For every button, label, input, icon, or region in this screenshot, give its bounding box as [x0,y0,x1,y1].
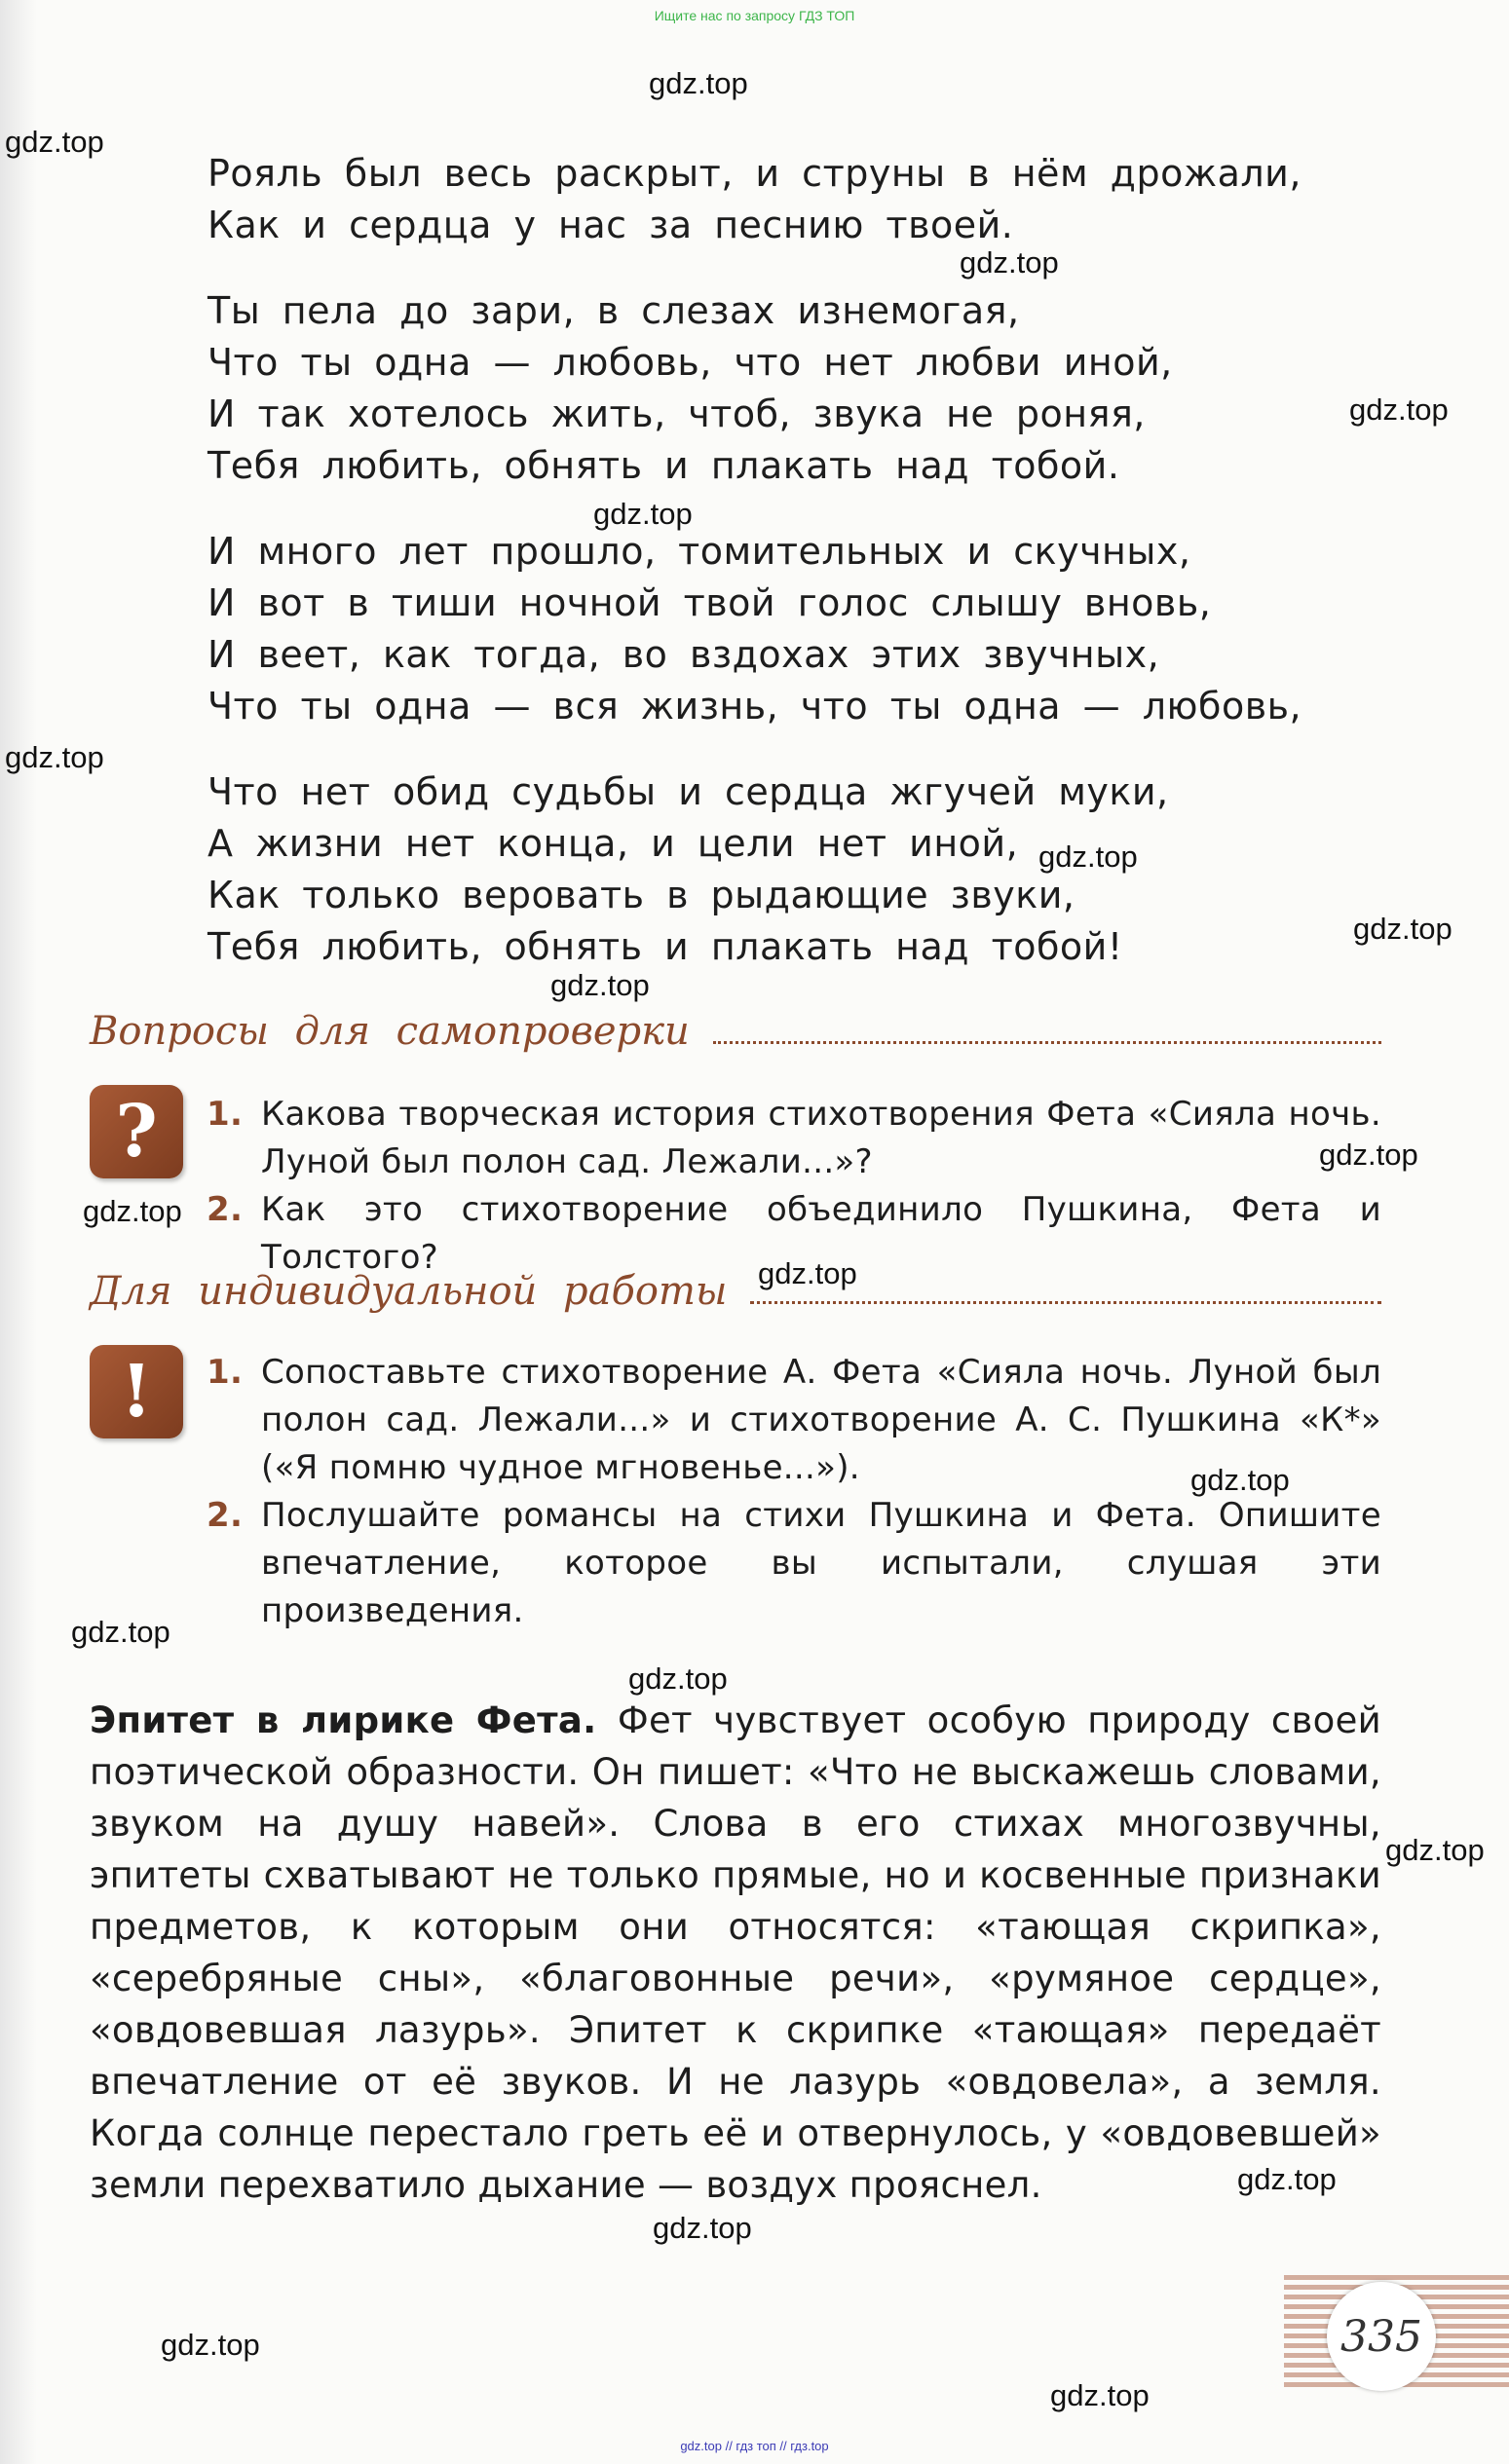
dotted-rule [713,1041,1381,1044]
watermark: gdz.top [960,245,1059,280]
watermark: gdz.top [1385,1833,1485,1867]
list-item [207,1091,1381,1186]
poem-stanza [207,148,1377,251]
poem-line: И вот в тиши ночной твой голос слышу вновь, [207,581,1212,624]
watermark: gdz.top [628,1661,728,1696]
essay-heading: Эпитет в лирике Фета. [90,1699,597,1741]
item-text: Сопоставьте стихотворение А. Фета «Сияла ночь. Луной был полон сад. Лежали...» и стихотворение А. С. Пушкина «К*» («Я помню чудное мгновенье...»). [261,1353,1381,1487]
poem-line: Рояль был весь раскрыт, и струны в нём дрожали, [207,152,1302,195]
poem-line: Что нет обид судьбы и сердца жгучей муки, [207,770,1169,813]
watermark: gdz.top [161,2328,260,2362]
poem-line: И веет, как тогда, во вздохах этих звучных, [207,633,1160,676]
poem-line: Тебя любить, обнять и плакать над тобой! [207,925,1123,968]
poem-line: И так хотелось жить, чтоб, звука не роняя, [207,392,1146,435]
watermark: gdz.top [649,66,748,100]
item-number: 1. [207,1353,244,1392]
question-list [207,1091,1381,1282]
watermark: gdz.top [758,1256,857,1290]
self-check-title: Вопросы для самопроверки [90,1009,690,1054]
task-list [207,1349,1381,1635]
essay-text: Фет чувствует особую природу своей поэтической образности. Он пишет: «Что не выскажешь словами, звуком на душу навей». Слова в его стихах многозвучны, эпитеты схватывают не только прямые, но и косвенные признаки предметов, к которым они относятся: «тающая скрипка», «серебряные сны», «благовонные речи», «румяное сердце», «овдовевшая лазурь». Эпитет к скрипке «тающая» передаёт впечатление от её звуков. И не лазурь «овдовела», а земля. Когда солнце перестало греть её и отвернулось, у «овдовевшей» земли перехватило дыхание — воздух прояснел. [90,1699,1381,2206]
poem-stanza [207,285,1377,492]
poem-line: Что ты одна — любовь, что нет любви иной, [207,341,1173,384]
poem-line: А жизни нет конца, и цели нет иной, [207,822,1019,865]
page-shadow [0,0,37,2464]
item-number: 2. [207,1190,244,1229]
poem-line: Как только веровать в рыдающие звуки, [207,874,1075,916]
poem-line: Тебя любить, обнять и плакать над тобой. [207,444,1120,487]
poem-stanza [207,766,1377,973]
top-note: Ищите нас по запросу ГДЗ ТОП [654,8,855,23]
watermark: gdz.top [593,497,693,531]
watermark: gdz.top [653,2211,752,2245]
poem-line: Что ты одна — вся жизнь, что ты одна — любовь, [207,685,1302,728]
poem [207,148,1377,1007]
watermark: gdz.top [1349,392,1449,427]
poem-stanza [207,526,1377,732]
poem-line: Как и сердца у нас за песнию твоей. [207,204,1014,246]
watermark: gdz.top [1038,840,1138,874]
watermark: gdz.top [1237,2162,1337,2196]
page-number: 335 [1327,2282,1436,2391]
bottom-note: gdz.top // гдз топ // гдз.top [680,2439,829,2453]
exclamation-icon: ! [90,1345,183,1438]
individual-section [90,1269,1381,1630]
poem-line: Ты пела до зари, в слезах изнемогая, [207,289,1020,332]
watermark: gdz.top [1050,2378,1150,2412]
essay-paragraph [90,1695,1381,2211]
item-text: Послушайте романсы на стихи Пушкина и Фета. Опишите впечатление, которое вы испытали, слушая эти произведения. [261,1496,1381,1630]
section-title [90,1269,1381,1314]
watermark: gdz.top [550,968,650,1002]
watermark: gdz.top [1353,912,1452,946]
watermark: gdz.top [1190,1463,1290,1497]
watermark: gdz.top [5,740,104,774]
individual-title: Для индивидуальной работы [90,1269,728,1314]
list-item [207,1186,1381,1282]
watermark: gdz.top [71,1615,170,1649]
watermark: gdz.top [1319,1138,1418,1172]
list-item [207,1349,1381,1492]
item-number: 2. [207,1496,244,1535]
item-number: 1. [207,1095,244,1134]
question-mark-icon: ? [90,1085,183,1178]
dotted-rule [750,1301,1381,1304]
item-text: Как это стихотворение объединило Пушкина, Фета и Толстого? [261,1190,1381,1277]
list-item [207,1492,1381,1635]
watermark: gdz.top [83,1194,182,1228]
section-title [90,1009,1381,1054]
watermark: gdz.top [5,125,104,159]
item-text: Какова творческая история стихотворения Фета «Сияла ночь. Луной был полон сад. Лежали...»? [261,1095,1381,1181]
poem-line: И много лет прошло, томительных и скучных, [207,530,1191,573]
